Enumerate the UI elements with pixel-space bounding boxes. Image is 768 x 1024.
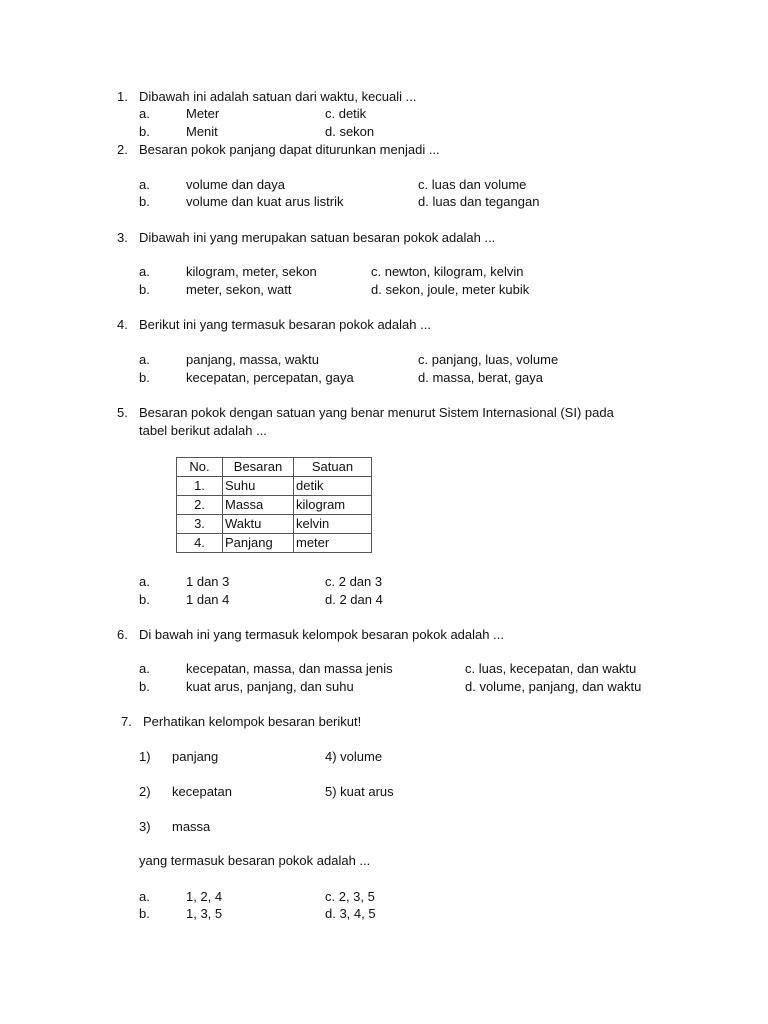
q7-item-4: 4) volume bbox=[325, 749, 383, 764]
q3-option-a-letter: a. bbox=[139, 264, 150, 279]
q7-item-5: 5) kuat arus bbox=[325, 784, 394, 799]
q4-option-d: d. massa, berat, gaya bbox=[418, 370, 544, 385]
q6-number: 6. bbox=[117, 627, 128, 642]
q7-option-a: 1, 2, 4 bbox=[186, 889, 223, 904]
table-cell-no: 2. bbox=[177, 496, 223, 515]
q2-option-a: volume dan daya bbox=[186, 177, 286, 192]
table-row bbox=[177, 477, 372, 496]
table-cell-satuan: kelvin bbox=[294, 515, 372, 534]
q1-number: 1. bbox=[117, 89, 128, 104]
q6-option-d: d. volume, panjang, dan waktu bbox=[465, 679, 642, 694]
q3-number: 3. bbox=[117, 230, 128, 245]
q5-option-b-letter: b. bbox=[139, 592, 150, 607]
q7-text: Perhatikan kelompok besaran berikut! bbox=[143, 714, 362, 729]
q7-option-d: d. 3, 4, 5 bbox=[325, 906, 376, 921]
q1-option-a: Meter bbox=[186, 106, 220, 121]
table-header-besaran: Besaran bbox=[223, 458, 294, 477]
q7-item-2: kecepatan bbox=[172, 784, 232, 799]
q3-option-b: meter, sekon, watt bbox=[186, 282, 292, 297]
q5-number: 5. bbox=[117, 405, 128, 420]
q6-option-a-letter: a. bbox=[139, 661, 150, 676]
q1-text: Dibawah ini adalah satuan dari waktu, kecuali ... bbox=[139, 89, 417, 104]
table-row bbox=[177, 496, 372, 515]
q4-option-b: kecepatan, percepatan, gaya bbox=[186, 370, 354, 385]
q4-option-b-letter: b. bbox=[139, 370, 150, 385]
q6-option-b-letter: b. bbox=[139, 679, 150, 694]
table-cell-no: 3. bbox=[177, 515, 223, 534]
q4-option-c: c. panjang, luas, volume bbox=[418, 352, 559, 367]
table-cell-no: 1. bbox=[177, 477, 223, 496]
q3-option-c: c. newton, kilogram, kelvin bbox=[371, 264, 524, 279]
q7-option-b-letter: b. bbox=[139, 906, 150, 921]
q7-option-c: c. 2, 3, 5 bbox=[325, 889, 375, 904]
q7-option-b: 1, 3, 5 bbox=[186, 906, 223, 921]
q1-option-b-letter: b. bbox=[139, 124, 150, 139]
table-cell-no: 4. bbox=[177, 534, 223, 553]
q3-option-a: kilogram, meter, sekon bbox=[186, 264, 317, 279]
table-cell-satuan: detik bbox=[294, 477, 372, 496]
q7-number: 7. bbox=[121, 714, 132, 729]
besaran-table bbox=[176, 457, 372, 553]
q2-option-d: d. luas dan tegangan bbox=[418, 194, 540, 209]
table-row bbox=[177, 515, 372, 534]
q2-option-b: volume dan kuat arus listrik bbox=[186, 194, 344, 209]
table-cell-besaran: Panjang bbox=[223, 534, 294, 553]
q2-option-b-letter: b. bbox=[139, 194, 150, 209]
q4-number: 4. bbox=[117, 317, 128, 332]
table-header-satuan: Satuan bbox=[294, 458, 372, 477]
q4-text: Berikut ini yang termasuk besaran pokok adalah ... bbox=[139, 317, 431, 332]
q5-option-b: 1 dan 4 bbox=[186, 592, 230, 607]
q6-option-b: kuat arus, panjang, dan suhu bbox=[186, 679, 354, 694]
q2-option-c: c. luas dan volume bbox=[418, 177, 527, 192]
q4-option-a: panjang, massa, waktu bbox=[186, 352, 319, 367]
q1-option-c: c. detik bbox=[325, 106, 367, 121]
q5-text-line1: Besaran pokok dengan satuan yang benar menurut Sistem Internasional (SI) pada bbox=[139, 405, 614, 420]
q3-option-d: d. sekon, joule, meter kubik bbox=[371, 282, 530, 297]
table-cell-satuan: kilogram bbox=[294, 496, 372, 515]
table-header-row bbox=[177, 458, 372, 477]
q7-item-3: massa bbox=[172, 819, 211, 834]
q3-text: Dibawah ini yang merupakan satuan besaran pokok adalah ... bbox=[139, 230, 496, 245]
q7-item-2-number: 2) bbox=[139, 784, 151, 799]
q7-option-a-letter: a. bbox=[139, 889, 150, 904]
q7-item-1-number: 1) bbox=[139, 749, 151, 764]
q7-item-3-number: 3) bbox=[139, 819, 151, 834]
q6-option-a: kecepatan, massa, dan massa jenis bbox=[186, 661, 393, 676]
q5-option-a: 1 dan 3 bbox=[186, 574, 230, 589]
q3-option-b-letter: b. bbox=[139, 282, 150, 297]
table-header-no: No. bbox=[177, 458, 223, 477]
table-cell-satuan: meter bbox=[294, 534, 372, 553]
q4-option-a-letter: a. bbox=[139, 352, 150, 367]
q5-text-line2: tabel berikut adalah ... bbox=[139, 423, 267, 438]
table-cell-besaran: Waktu bbox=[223, 515, 294, 534]
q6-option-c: c. luas, kecepatan, dan waktu bbox=[465, 661, 637, 676]
q6-text: Di bawah ini yang termasuk kelompok besaran pokok adalah ... bbox=[139, 627, 504, 642]
q2-number: 2. bbox=[117, 142, 128, 157]
q7-prompt: yang termasuk besaran pokok adalah ... bbox=[139, 853, 371, 868]
q1-option-a-letter: a. bbox=[139, 106, 150, 121]
q2-text: Besaran pokok panjang dapat diturunkan menjadi ... bbox=[139, 142, 440, 157]
q7-item-1: panjang bbox=[172, 749, 219, 764]
table-row bbox=[177, 534, 372, 553]
table-cell-besaran: Massa bbox=[223, 496, 294, 515]
q2-option-a-letter: a. bbox=[139, 177, 150, 192]
table-cell-besaran: Suhu bbox=[223, 477, 294, 496]
q5-option-c: c. 2 dan 3 bbox=[325, 574, 383, 589]
q1-option-d: d. sekon bbox=[325, 124, 375, 139]
q5-option-a-letter: a. bbox=[139, 574, 150, 589]
q5-option-d: d. 2 dan 4 bbox=[325, 592, 383, 607]
q1-option-b: Menit bbox=[186, 124, 218, 139]
